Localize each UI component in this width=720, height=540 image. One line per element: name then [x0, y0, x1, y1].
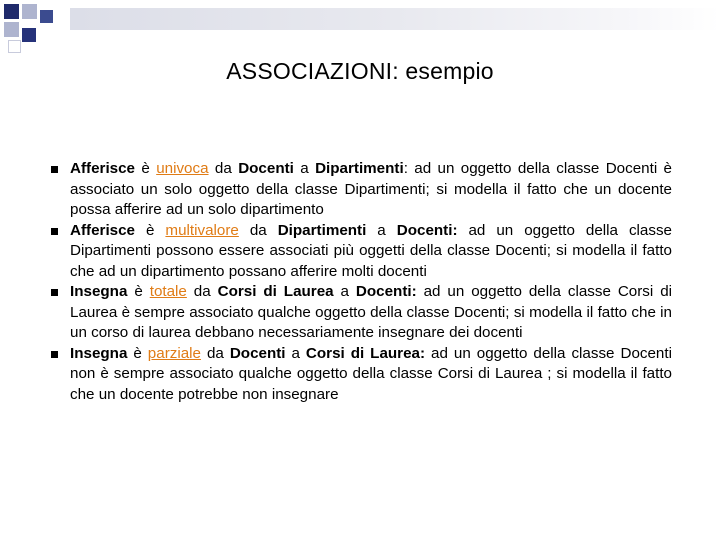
deco-square-outline	[8, 40, 21, 53]
bullet-square-icon	[51, 166, 58, 173]
bullet-square-icon	[51, 228, 58, 235]
deco-square-light	[22, 4, 37, 19]
bold-term: Corsi di Laurea	[217, 283, 334, 300]
bullet-text	[70, 283, 672, 341]
bullet-item	[48, 159, 672, 221]
bullet-list	[48, 159, 672, 405]
body-text: a	[285, 344, 306, 362]
bold-term: Docenti:	[396, 221, 458, 239]
highlight-keyword: parziale	[147, 344, 201, 362]
bullet-text	[70, 345, 672, 403]
bullet-item	[48, 221, 672, 283]
body-text: è	[135, 221, 166, 239]
body-text: ad un oggetto della classe Docenti non è sempre associato qualche oggetto della classe Corsi di Laurea ; si modella il fatto che un docente potrebbe non insegnare	[70, 344, 672, 403]
bold-term: Docenti:	[355, 283, 417, 300]
body-text: a	[333, 283, 356, 300]
body-text: è	[127, 283, 150, 300]
bold-term: Insegna	[70, 283, 128, 300]
body-text: da	[200, 344, 230, 362]
deco-square-dark	[4, 4, 19, 19]
deco-square-mid	[40, 10, 53, 23]
bullet-text	[70, 160, 672, 218]
bold-term: Afferisce	[70, 221, 135, 239]
deco-square-light	[4, 22, 19, 37]
bold-term: Corsi di Laurea:	[305, 344, 426, 362]
body-text: a	[366, 221, 397, 239]
bullet-square-icon	[51, 289, 58, 296]
body-text: da	[238, 221, 278, 239]
deco-square-dark	[22, 28, 36, 42]
body-text: a	[293, 160, 316, 177]
bold-term: Docenti	[229, 344, 286, 362]
highlight-keyword: multivalore	[165, 221, 239, 239]
highlight-keyword: totale	[149, 283, 187, 300]
highlight-keyword: univoca	[156, 160, 209, 177]
bullet-text	[70, 222, 672, 280]
bold-term: Docenti	[238, 160, 294, 177]
body-text: da	[208, 160, 239, 177]
bullet-square-icon	[51, 351, 58, 358]
header-gradient-bar	[70, 8, 720, 30]
slide-title: ASSOCIAZIONI: esempio	[226, 58, 494, 84]
bold-term: Dipartimenti	[315, 160, 404, 177]
bold-term: Dipartimenti	[277, 221, 367, 239]
body-text: ad un oggetto della classe Dipartimenti possono essere associati più oggetti della classe Docenti; si modella il fatto che ad un dipartimento possano afferire molti docenti	[70, 221, 672, 280]
body-text: ad un oggetto della classe Corsi di Laurea è sempre associato qualche oggetto della classe Docenti; si modella il fatto che in un corso di laurea debbano necessariamente insegnare dei docenti	[70, 283, 673, 341]
bold-term: Afferisce	[70, 160, 135, 177]
bullet-item	[48, 344, 672, 406]
bullet-item	[48, 282, 672, 344]
body-text: : ad un oggetto della classe Docenti è associato un solo oggetto della classe Dipartimenti; si modella il fatto che un docente possa afferire ad un solo dipartimento	[70, 160, 673, 218]
body-text: è	[127, 344, 148, 362]
bold-term: Insegna	[70, 344, 128, 362]
body-text: è	[135, 160, 157, 177]
body-text: da	[186, 283, 218, 300]
